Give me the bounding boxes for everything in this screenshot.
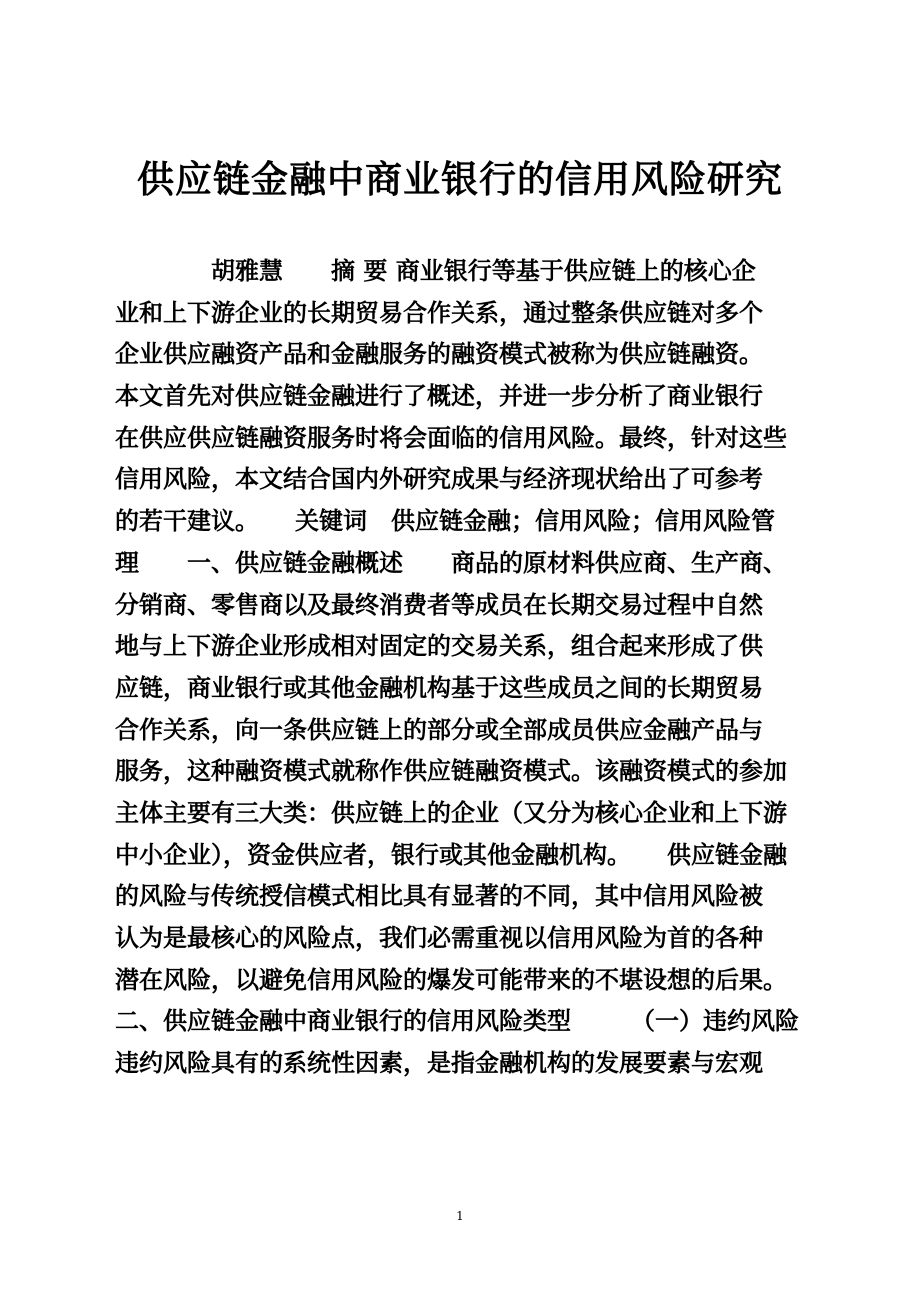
body-line: 主体主要有三大类：供应链上的企业（又分为核心企业和上下游 — [115, 798, 787, 827]
body-line: 的若干建议。 关键词 供应链金融；信用风险；信用风险管 — [115, 507, 775, 536]
body-line: 认为是最核心的风险点，我们必需重视以信用风险为首的各种 — [115, 924, 763, 952]
body-line: 业和上下游企业的长期贸易合作关系，通过整条供应链对多个 — [115, 298, 763, 327]
body-line: 潜在风险，以避免信用风险的爆发可能带来的不堪设想的后果。 — [115, 965, 787, 994]
body-line: 信用风险，本文结合国内外研究成果与经济现状给出了可参考 — [115, 465, 763, 494]
body-line: 的风险与传统授信模式相比具有显著的不同，其中信用风险被 — [115, 882, 763, 911]
body-line: 二、供应链金融中商业银行的信用风险类型 （一）违约风险 — [115, 1007, 799, 1036]
body-line: 服务，这种融资模式就称作供应链融资模式。该融资模式的参加 — [115, 757, 787, 786]
page-number: 1 — [456, 1209, 464, 1223]
body-line: 胡雅慧 摘 要 商业银行等基于供应链上的核心企 — [115, 257, 756, 285]
body-line: 本文首先对供应链金融进行了概述，并进一步分析了商业银行 — [115, 382, 763, 411]
body-line: 分销商、零售商以及最终消费者等成员在长期交易过程中自然 — [115, 590, 763, 619]
body-line: 中小企业），资金供应者，银行或其他金融机构。 供应链金融 — [115, 840, 787, 869]
body-line: 理 一、供应链金融概述 商品的原材料供应商、生产商、 — [115, 548, 787, 577]
body-line: 在供应供应链融资服务时将会面临的信用风险。最终，针对这些 — [115, 423, 787, 452]
body-line: 企业供应融资产品和金融服务的融资模式被称为供应链融资。 — [115, 340, 763, 369]
document-title: 供应链金融中商业银行的信用风险研究 — [137, 158, 783, 201]
body-line: 合作关系，向一条供应链上的部分或全部成员供应金融产品与 — [115, 715, 763, 744]
document-body — [115, 251, 805, 1085]
body-line: 地与上下游企业形成相对固定的交易关系，组合起来形成了供 — [115, 632, 763, 661]
body-line: 违约风险具有的系统性因素，是指金融机构的发展要素与宏观 — [115, 1049, 763, 1078]
body-line: 应链，商业银行或其他金融机构基于这些成员之间的长期贸易 — [115, 673, 763, 702]
